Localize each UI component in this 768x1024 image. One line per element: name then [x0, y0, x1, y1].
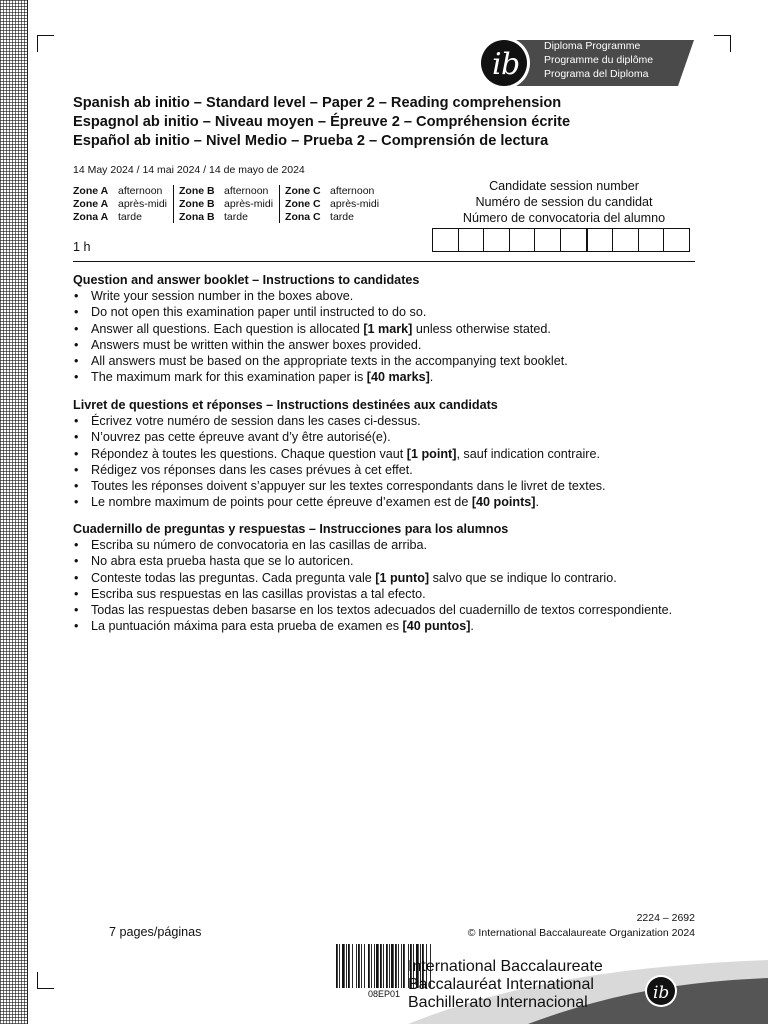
- mark-allocation: [1 point]: [406, 446, 457, 461]
- instruction-item: [73, 413, 713, 429]
- programme-en: Diploma Programme: [544, 40, 641, 52]
- crop-mark-top-right: [714, 35, 731, 52]
- barcode-bar: [380, 944, 382, 988]
- zone-row: Zona A tarde: [73, 210, 142, 223]
- instruction-text: Answer all questions. Each question is allocated: [91, 321, 364, 336]
- zone-row: Zone B afternoon: [179, 185, 269, 197]
- title-en: Spanish ab initio – Standard level – Paper 2 – Reading comprehension: [73, 95, 562, 111]
- mark-allocation: [40 puntos]: [402, 619, 471, 634]
- barcode-bar: [356, 944, 357, 988]
- instruction-text: Do not open this examination paper until instructed to do so.: [91, 305, 427, 320]
- svg-text:b: b: [501, 47, 521, 82]
- instruction-text: Répondez à toutes les questions. Chaque question vaut: [91, 446, 407, 461]
- paper-titles: [73, 94, 570, 151]
- instruction-text: Rédigez vos réponses dans les cases prévues à cet effet.: [91, 462, 413, 477]
- instruction-text: No abra esta prueba hasta que se lo autoricen.: [91, 554, 354, 569]
- instruction-text: salvo que se indique lo contrario.: [429, 570, 617, 585]
- paper-code: 2224 – 2692: [636, 912, 695, 924]
- ib-programme-banner: [476, 36, 696, 88]
- instruction-text: La puntuación máxima para esta prueba de examen es: [91, 619, 403, 634]
- page-count: 7 pages/páginas: [109, 925, 202, 939]
- barcode-bar: [383, 944, 384, 988]
- instruction-text: Write your session number in the boxes above.: [91, 289, 354, 304]
- programme-fr: Programme du diplôme: [544, 54, 654, 66]
- instruction-text: Le nombre maximum de points pour cette épreuve d’examen est de: [91, 495, 472, 510]
- instruction-list: [73, 537, 713, 634]
- barcode-bar: [346, 944, 347, 988]
- instruction-item: [73, 337, 713, 353]
- session-digit-box[interactable]: [612, 228, 639, 252]
- instructions-heading: Livret de questions et réponses – Instructions destinées aux candidats: [73, 398, 498, 412]
- session-number-labels: Candidate session number Numéro de session du candidat Número de convocatoria del alumno: [462, 179, 666, 225]
- session-digit-box[interactable]: [663, 228, 690, 252]
- copyright: © International Baccalaureate Organization 2024: [467, 927, 695, 939]
- instruction-item: [73, 353, 713, 369]
- svg-text:i: i: [492, 47, 502, 82]
- instruction-text: Écrivez votre numéro de session dans les cases ci-dessus.: [91, 414, 421, 429]
- barcode-bar: [386, 944, 388, 988]
- zone-column-b: [173, 185, 279, 223]
- instruction-item: [73, 429, 713, 445]
- barcode-bar: [342, 944, 345, 988]
- mark-allocation: [1 mark]: [363, 321, 413, 336]
- barcode-bar: [401, 944, 402, 988]
- instruction-text: Todas las respuestas deben basarse en los textos adecuados del cuadernillo de textos correspondiente.: [91, 603, 673, 618]
- barcode-bar: [361, 944, 362, 988]
- title-fr: Espagnol ab initio – Niveau moyen – Épreuve 2 – Compréhension écrite: [73, 114, 571, 130]
- instruction-text: Escriba su número de convocatoria en las casillas de arriba.: [91, 538, 428, 553]
- instruction-item: [73, 553, 713, 569]
- zone-column-a: [73, 185, 173, 223]
- zone-row: Zone B après-midi: [179, 197, 274, 210]
- zone-row: Zone C afternoon: [285, 185, 375, 197]
- barcode-bar: [336, 944, 338, 988]
- title-es: Español ab initio – Nivel Medio – Prueba 2 – Comprensión de lectura: [73, 133, 549, 149]
- instructions-en: [73, 272, 713, 385]
- barcode-bar: [368, 944, 370, 988]
- barcode-bar: [395, 944, 397, 988]
- barcode-bar: [376, 944, 379, 988]
- instruction-text: unless otherwise stated.: [412, 321, 551, 336]
- instructions-heading: Cuadernillo de preguntas y respuestas – Instrucciones para los alumnos: [73, 522, 509, 536]
- instruction-item: [73, 304, 713, 320]
- zone-row: Zona C tarde: [285, 210, 354, 223]
- instruction-item: [73, 288, 713, 304]
- zone-column-c: [279, 185, 385, 223]
- zone-row: Zone C après-midi: [285, 197, 380, 210]
- instruction-item: [73, 602, 713, 618]
- instruction-text: The maximum mark for this examination paper is: [91, 370, 367, 385]
- instruction-list: [73, 413, 713, 510]
- programme-es: Programa del Diploma: [544, 68, 649, 80]
- instruction-item: [73, 494, 713, 510]
- instruction-text: , sauf indication contraire.: [456, 446, 600, 461]
- barcode-bar: [391, 944, 394, 988]
- barcode-bar: [339, 944, 340, 988]
- session-digit-box[interactable]: [638, 228, 665, 252]
- instruction-text: .: [470, 619, 474, 634]
- mark-allocation: [40 marks]: [366, 370, 430, 385]
- barcode-bar: [352, 944, 353, 988]
- instruction-item: [73, 462, 713, 478]
- session-digit-box[interactable]: [534, 228, 561, 252]
- zone-row: Zona B tarde: [179, 210, 248, 223]
- binding-spine: [0, 0, 28, 1024]
- instruction-item: [73, 321, 713, 337]
- instruction-item: [73, 618, 713, 634]
- zone-row: Zone A afternoon: [73, 185, 163, 197]
- instructions-es: [73, 521, 713, 634]
- barcode-bar: [389, 944, 390, 988]
- instruction-text: Escriba sus respuestas en las casillas provistas a tal efecto.: [91, 586, 426, 601]
- instruction-item: [73, 570, 713, 586]
- session-number-boxes[interactable]: [433, 228, 690, 252]
- barcode-bar: [398, 944, 399, 988]
- crop-mark-top-left: [37, 35, 54, 52]
- instruction-text: .: [535, 495, 539, 510]
- instruction-text: Toutes les réponses doivent s’appuyer sur les textes correspondants dans le livret de textes.: [91, 479, 606, 494]
- exam-date: 14 May 2024 / 14 mai 2024 / 14 de mayo de 2024: [73, 164, 305, 176]
- instruction-text: Conteste todas las preguntas. Cada pregunta vale: [91, 570, 376, 585]
- session-digit-box[interactable]: [586, 228, 614, 252]
- ib-bottom-names: International Baccalaureate Baccalauréat International Bachillerato Internacional: [408, 958, 603, 1011]
- barcode-label: 08EP01: [367, 989, 401, 999]
- time-zones: [73, 185, 385, 223]
- programme-names: [544, 39, 653, 81]
- session-digit-box[interactable]: [458, 228, 485, 252]
- instruction-item: [73, 369, 713, 385]
- session-digit-box[interactable]: [432, 228, 459, 252]
- instruction-item: [73, 586, 713, 602]
- instruction-item: [73, 478, 713, 494]
- instruction-text: N’ouvrez pas cette épreuve avant d’y être autorisé(e).: [91, 430, 391, 445]
- session-digit-box[interactable]: [483, 228, 510, 252]
- instruction-text: .: [429, 370, 434, 385]
- instruction-list: [73, 288, 713, 385]
- barcode-bar: [358, 944, 360, 988]
- mark-allocation: [40 points]: [471, 495, 536, 510]
- session-digit-box[interactable]: [509, 228, 536, 252]
- divider: [73, 261, 695, 262]
- instruction-text: Answers must be written within the answer boxes provided.: [91, 337, 422, 352]
- barcode-bar: [364, 944, 365, 988]
- barcode-bar: [371, 944, 372, 988]
- instructions-fr: [73, 397, 713, 510]
- barcode-bar: [348, 944, 350, 988]
- exam-duration: 1 h: [73, 240, 91, 254]
- session-digit-box[interactable]: [560, 228, 587, 252]
- barcode-bar: [403, 944, 405, 988]
- instruction-text: All answers must be based on the appropriate texts in the accompanying text booklet.: [91, 354, 568, 369]
- svg-text:ib: ib: [653, 983, 670, 1003]
- instructions-heading: Question and answer booklet – Instructions to candidates: [73, 273, 420, 287]
- barcode-bar: [374, 944, 375, 988]
- zone-row: Zone A après-midi: [73, 197, 168, 210]
- mark-allocation: [1 punto]: [375, 570, 430, 585]
- crop-mark-bottom-left: [37, 972, 54, 989]
- instruction-item: [73, 537, 713, 553]
- instruction-item: [73, 446, 713, 462]
